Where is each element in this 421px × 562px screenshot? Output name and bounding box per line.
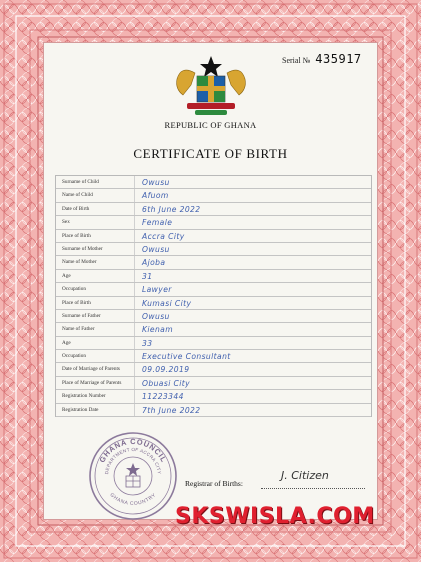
row-value: Executive Consultant [142, 352, 231, 362]
row-label: Surname of Father [56, 310, 135, 322]
row-label: Surname of Child [56, 176, 135, 188]
row-value: Afuom [142, 191, 169, 201]
table-row [56, 310, 371, 323]
table-row [56, 256, 371, 269]
table-row [56, 297, 371, 310]
registrar-signature: J. Citizen [281, 469, 329, 482]
table-row [56, 203, 371, 216]
row-label: Age [56, 270, 135, 282]
table-row [56, 270, 371, 283]
row-value: Owusu [142, 178, 170, 187]
row-label: Registration Number [56, 390, 135, 402]
table-row [56, 337, 371, 350]
serial-value: 435917 [315, 52, 362, 66]
row-label: Occupation [56, 283, 135, 295]
row-label: Sex [56, 216, 135, 228]
table-row [56, 350, 371, 363]
row-value: 11223344 [142, 392, 184, 402]
seal-text-mid: DEPARTMENT OF ACCRA CITY [104, 446, 162, 475]
row-value: 6th June 2022 [142, 204, 201, 214]
watermark-text: SKSWISLA.COM [175, 504, 375, 529]
row-value: Owusu [142, 244, 170, 254]
details-table [55, 175, 372, 417]
table-row [56, 404, 371, 417]
row-label: Name of Child [56, 189, 135, 201]
row-label: Name of Father [56, 323, 135, 335]
row-value: Kumasi City [142, 298, 192, 308]
seal-text-top: GHANA COUNCIL [97, 436, 169, 465]
table-row [56, 189, 371, 202]
row-value: Lawyer [142, 285, 172, 295]
ghana-coat-of-arms-icon [173, 55, 249, 117]
table-row [56, 216, 371, 229]
row-label: Place of Marriage of Parents [56, 377, 135, 389]
row-label: Registration Date [56, 404, 135, 416]
table-row [56, 363, 371, 376]
row-value: Ajoba [142, 258, 166, 268]
row-value: 33 [142, 338, 153, 348]
row-value: Kienam [142, 325, 174, 335]
row-label: Place of Birth [56, 297, 135, 309]
row-value: 09.09.2019 [142, 365, 190, 375]
row-label: Name of Mother [56, 256, 135, 268]
serial-label: Serial № [282, 56, 311, 65]
row-value: Accra City [142, 231, 185, 241]
serial-number [282, 52, 362, 66]
row-value: 31 [142, 271, 153, 281]
republic-heading: REPUBLIC OF GHANA [164, 120, 257, 130]
table-row [56, 230, 371, 243]
signature-line [261, 488, 365, 489]
row-label: Surname of Mother [56, 243, 135, 255]
row-label: Date of Birth [56, 203, 135, 215]
row-value: 7th June 2022 [142, 405, 201, 415]
council-seal-icon [87, 430, 179, 522]
row-value: Female [142, 218, 173, 228]
registrar-label: Registrar of Births: [185, 479, 243, 488]
row-label: Occupation [56, 350, 135, 362]
table-row [56, 377, 371, 390]
table-row [56, 323, 371, 336]
table-row [56, 390, 371, 403]
table-row [56, 283, 371, 296]
row-value: Owusu [142, 311, 170, 321]
row-label: Age [56, 337, 135, 349]
table-row [56, 243, 371, 256]
table-row [56, 176, 371, 189]
certificate-title: CERTIFICATE OF BIRTH [133, 146, 288, 161]
seal-text-bottom: GHANA COUNTRY [108, 492, 158, 507]
row-label: Date of Marriage of Parents [56, 363, 135, 375]
svg-text:GHANA COUNTRY [108, 492, 157, 507]
row-value: Obuasi City [142, 378, 191, 388]
row-label: Place of Birth [56, 230, 135, 242]
